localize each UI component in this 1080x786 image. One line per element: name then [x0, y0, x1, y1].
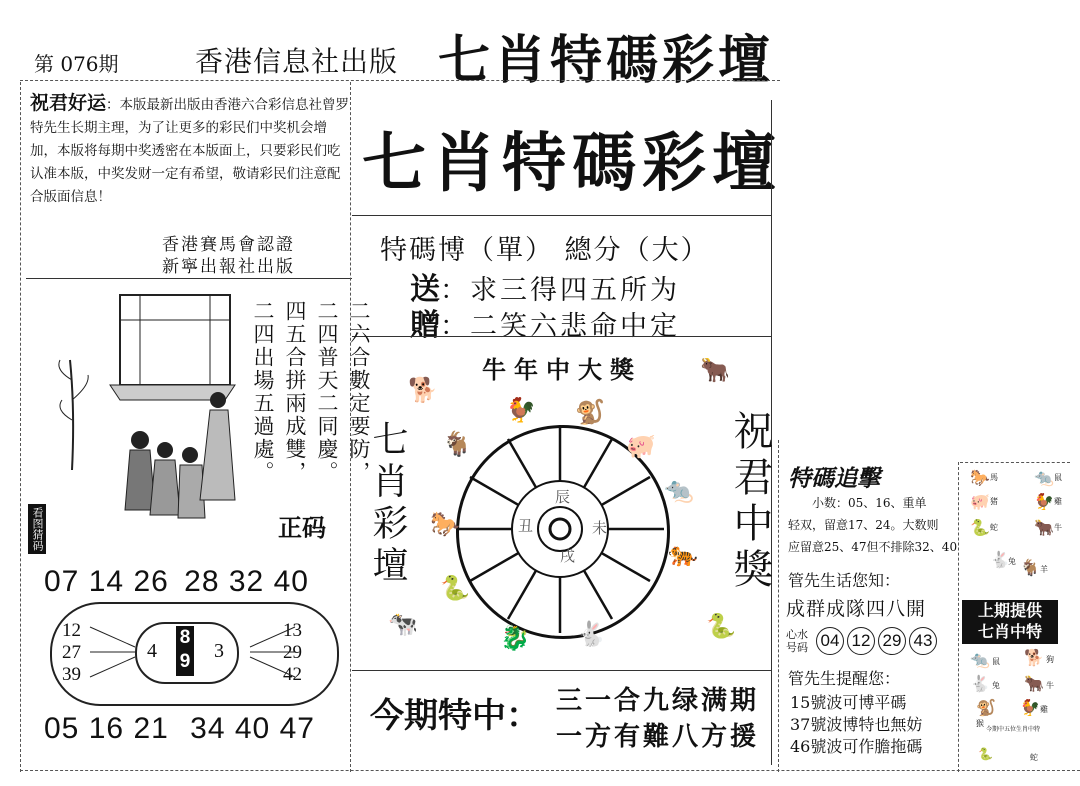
side-animal-label: 猪	[990, 497, 998, 506]
image-tag: 看图猜码	[28, 504, 46, 554]
wheel-header: 牛年中大獎	[482, 355, 642, 384]
poem-block	[248, 300, 374, 520]
special-line: 特碼博（單） 總分（大）	[380, 235, 710, 266]
top-number: 28	[184, 565, 220, 598]
top-number: 26	[133, 565, 169, 598]
heart-number: 04	[816, 627, 844, 655]
header-divider	[20, 80, 780, 81]
bottom-border	[20, 770, 1080, 771]
ox-icon: 🐂	[1034, 518, 1054, 537]
ox-icon: 🐂	[1024, 674, 1044, 693]
previous-label-2: 七肖中特	[977, 622, 1042, 641]
side-animal-label: 牛	[1054, 523, 1062, 532]
poem-column-4: 二四出場五過處。	[251, 300, 275, 484]
heart-number: 12	[847, 627, 875, 655]
top-number: 32	[228, 565, 265, 598]
zhengma-label: 正码	[278, 513, 326, 542]
wheel-inner-label: 丑	[518, 517, 534, 535]
heart-label: 心水号码	[786, 628, 808, 654]
side-animal-label: 蛇	[1030, 753, 1038, 762]
scene-drawing	[50, 290, 240, 530]
dog-icon: 🐕	[408, 376, 438, 404]
dog-icon: 🐕	[1024, 648, 1044, 667]
horse-icon: 🐎	[970, 468, 990, 487]
rooster-icon: 🐓	[1034, 492, 1054, 511]
left-border	[20, 82, 21, 772]
this-issue-line-1: 三一合九绿满期	[556, 686, 760, 716]
rooster-icon: 🐓	[1020, 698, 1040, 717]
rabbit-icon: 🐇	[576, 620, 606, 648]
remind-heading: 管先生提醒您：	[788, 669, 901, 688]
tracker-left-border	[778, 440, 779, 772]
center-number-bottom: 9	[179, 651, 191, 672]
bottom-number: 21	[133, 712, 169, 745]
notice-divider	[26, 278, 352, 279]
bottom-number: 05	[44, 712, 80, 745]
previous-issue-box	[962, 600, 1058, 644]
remind-line-2: 37號波博特也無妨	[790, 715, 923, 734]
title-divider	[352, 215, 772, 216]
previous-label-1: 上期提供	[977, 601, 1042, 620]
tracker-title: 特碼追擊	[788, 466, 880, 492]
remind-line-1: 15號波可博平碼	[790, 693, 907, 712]
pig-icon: 🐖	[626, 432, 656, 460]
wheel-inner-label: 未	[592, 519, 608, 537]
left-number: 12	[62, 620, 81, 641]
wheel-right-vertical: 祝君中獎	[727, 410, 773, 594]
top-number-row	[44, 565, 309, 599]
notice-heading: 祝君好运	[30, 92, 107, 114]
side-animal-label: 兔	[1008, 557, 1016, 566]
remind-line-3: 46號波可作膽拖碼	[790, 737, 923, 756]
notice-body: ：本版最新出版由香港六合彩信息社曾罗特先生长期主理，为了让更多的彩民们中奖机会增加，本版将每期中奖透密在本版面上，只要彩民们吃认准本版，中奖发财一定有希望，敬请彩民们注意配合版面信息！	[30, 97, 350, 205]
bottom-number-row	[44, 712, 315, 746]
side-animal-label: 鼠	[1054, 473, 1062, 482]
side-animal-label: 狗	[1046, 655, 1054, 664]
special-divider	[352, 336, 772, 337]
tip-phrase: 成群成隊四八開	[786, 598, 927, 620]
scene-illustration	[50, 290, 240, 530]
poem-column-3: 四五合拼兩成雙，	[283, 300, 307, 484]
rabbit-icon: 🐇	[970, 674, 990, 693]
heart-number: 29	[878, 627, 906, 655]
rat-icon: 🐀	[664, 476, 694, 504]
side-animal-label: 馬	[990, 473, 998, 482]
bottom-number: 47	[279, 712, 315, 745]
goat-icon: 🐐	[1020, 558, 1040, 577]
goat-icon: 🐐	[442, 430, 472, 458]
tiger-icon: 🐅	[668, 540, 698, 568]
side-animal-label: 牛	[1046, 681, 1054, 690]
wheel-inner-label: 戌	[560, 547, 576, 565]
snake-icon: 🐍	[978, 747, 993, 761]
certification-line-2: 新寧出報社出版	[162, 257, 295, 277]
poem-column-2: 二四普天二同慶。	[315, 300, 339, 484]
left-mid-number: 4	[147, 640, 157, 662]
big-title: 七肖特碼彩壇	[362, 126, 782, 201]
left-number: 39	[62, 664, 81, 685]
tip-heading: 管先生话您知：	[788, 571, 901, 590]
right-number: 42	[283, 664, 302, 685]
snake-icon: 🐍	[706, 612, 736, 640]
wheel-inner-label: 辰	[555, 488, 571, 506]
tracker-line-1: 小数：05、16、重单	[812, 496, 927, 510]
top-number: 40	[273, 565, 309, 598]
send-text: ：求三得四五所为	[440, 275, 680, 306]
horse-icon: 🐎	[430, 510, 460, 538]
side-animal-label: 蛇	[990, 523, 998, 532]
monkey-icon: 🐒	[976, 698, 996, 717]
tracker-line-2: 轻双，留意17、24。大数则	[788, 518, 939, 532]
left-number: 27	[62, 642, 81, 663]
top-number: 14	[88, 565, 125, 598]
center-number-top: 8	[179, 627, 191, 648]
side-left-border	[958, 462, 959, 772]
rat-icon: 🐀	[1034, 468, 1054, 487]
side-top-border	[960, 462, 1070, 463]
heart-number-row	[786, 627, 940, 655]
gift-row	[410, 300, 680, 344]
this-issue-label: 今期特中：	[370, 696, 540, 736]
side-animal-label: 雞	[1040, 705, 1048, 714]
snake-icon: 🐍	[440, 574, 470, 602]
ox-icon: 🐂	[700, 356, 730, 384]
snake-icon: 🐍	[970, 518, 990, 537]
tracker-line-3: 应留意25、47但不排除32、40	[788, 540, 958, 554]
side-animal-label: 雞	[1054, 497, 1062, 506]
send-label: 送	[410, 272, 440, 307]
rat-icon: 🐀	[970, 650, 990, 669]
dragon-icon: 🐉	[500, 624, 530, 652]
this-issue-line-2: 一方有難八方援	[556, 722, 760, 752]
rooster-icon: 🐓	[506, 396, 536, 424]
heart-number: 43	[909, 627, 937, 655]
right-mid-number: 3	[214, 640, 224, 662]
wheel-left-vertical: 七肖彩壇	[367, 420, 408, 588]
side-footnote: 今期中五位生肖中特	[986, 726, 1041, 733]
pig-icon: 🐖	[970, 492, 990, 511]
issue-number: 第 076期	[34, 52, 119, 76]
center-number-box	[176, 626, 194, 676]
ox-icon: 🐄	[388, 610, 418, 638]
bottom-number: 34	[190, 712, 226, 745]
certification-line-1: 香港賽馬會認證	[162, 235, 295, 255]
bottom-number: 16	[88, 712, 125, 745]
bottom-number: 40	[234, 712, 271, 745]
right-number: 29	[283, 642, 302, 663]
publisher-name: 香港信息社出版	[195, 45, 399, 78]
poem-column-1: 二六合數定要防，	[347, 300, 371, 484]
side-animal-label: 羊	[1040, 565, 1048, 574]
top-number: 07	[44, 565, 80, 598]
monkey-icon: 🐒	[575, 398, 605, 426]
gift-label: 贈	[410, 308, 440, 343]
header-title: 七肖特碼彩壇	[438, 30, 775, 91]
side-animal-label: 兔	[992, 681, 1000, 690]
side-animal-label: 鼠	[992, 657, 1000, 666]
right-number: 13	[283, 620, 302, 641]
gift-text: ：二笑六悲命中定	[440, 311, 680, 342]
bottom-center-divider	[352, 670, 772, 671]
side-animal-label: 猴	[976, 719, 984, 728]
rabbit-icon: 🐇	[990, 550, 1010, 569]
